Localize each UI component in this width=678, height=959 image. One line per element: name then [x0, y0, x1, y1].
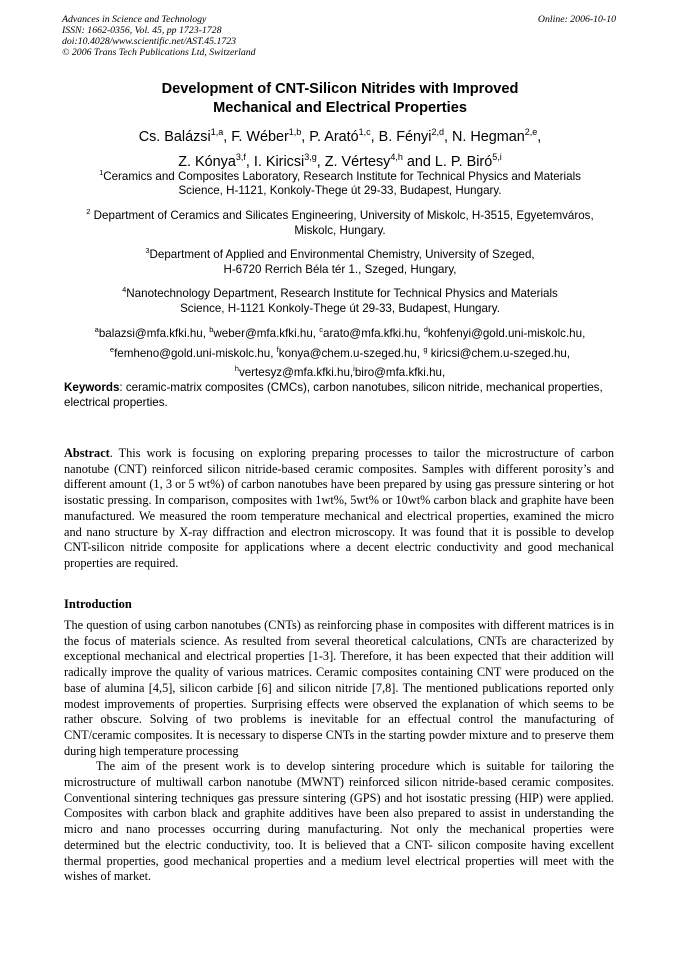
author-sup: 1,a	[210, 127, 224, 137]
email-link[interactable]: kohfenyi@gold.uni-miskolc.hu,	[427, 327, 586, 341]
keywords-label: Keywords	[64, 381, 120, 394]
author-sep: ,	[223, 128, 232, 145]
doi: doi:10.4028/www.scientific.net/AST.45.1723	[62, 36, 237, 47]
author-sep: ,	[301, 128, 310, 145]
author-sep: ,	[443, 128, 452, 145]
email-link[interactable]: vertesyz@mfa.kfki.hu,	[238, 365, 354, 379]
aff-line: Ceramics and Composites Laboratory, Research Institute for Technical Physics and Materials	[103, 169, 581, 183]
copyright: © 2006 Trans Tech Publications Ltd, Switzerland	[62, 47, 256, 58]
author-sep: ,	[370, 128, 379, 145]
aff-sup: 2	[86, 207, 91, 217]
affiliation-1	[60, 166, 620, 199]
email-sup: d	[423, 325, 428, 335]
aff-line: Miskolc, Hungary.	[294, 223, 386, 237]
email-link[interactable]: biro@mfa.kfki.hu,	[354, 365, 446, 379]
email-sup: c	[319, 325, 323, 335]
author: L. P. Biró	[434, 153, 493, 170]
email-sup: e	[109, 344, 115, 354]
paragraph: The aim of the present work is to develop sintering procedure which is suitable for tailoring the microstructure of multiwall carbon nanotube (MWNT) reinforced silicon nitride-based ceramic composites. Conventional sintering techniques gas pressure sintering (GPS) and hot isostatic pressing (HIP) were applied. Composites with carbon black and graphite additives have been also prepared to assist in understanding the micro and nano processes occurring during manufacturing. Not only the mechanical properties were determined but the electric conductivity, too. It is believed that a CNT- silicon composite having excellent thermal properties, good mechanical properties and a medium level electrical properties will meet with the wishes of market.	[64, 759, 614, 884]
aff-sup: 3	[145, 246, 150, 256]
aff-line: Department of Applied and Environmental Chemistry, University of Szeged,	[149, 247, 535, 261]
author: F. Wéber	[231, 128, 289, 145]
section-heading: Introduction	[64, 597, 132, 611]
author-sep: ,	[316, 153, 325, 170]
introduction-body	[64, 618, 614, 885]
email-sup: f	[276, 344, 279, 354]
keywords-text: : ceramic-matrix composites (CMCs), carbon nanotubes, silicon nitride, mechanical properties, electrical properties.	[64, 381, 603, 409]
affiliation-3	[60, 244, 620, 277]
affiliations	[60, 166, 620, 380]
author: Z. Kónya	[178, 153, 236, 170]
author: B. Fényi	[378, 128, 432, 145]
author-sep: ,	[537, 128, 542, 145]
author: Z. Vértesy	[324, 153, 391, 170]
abstract	[64, 446, 614, 572]
aff-line: Nanotechnology Department, Research Institute for Technical Physics and Materials	[126, 287, 558, 300]
email-link[interactable]: balazsi@mfa.kfki.hu,	[98, 327, 206, 341]
keywords	[64, 381, 620, 410]
author-sup: 3,g	[304, 151, 317, 162]
aff-line: Science, H-1121, Konkoly-Thege út 29-33, Budapest, Hungary.	[178, 184, 502, 198]
author-sup: 2,e	[524, 127, 538, 137]
abstract-label: Abstract	[64, 446, 110, 460]
email-link[interactable]: arato@mfa.kfki.hu,	[323, 327, 421, 341]
aff-line: Science, H-1121 Konkoly-Thege út 29-33, Budapest, Hungary.	[180, 301, 500, 315]
paragraph: The question of using carbon nanotubes (CNTs) as reinforcing phase in composites with different matrices is in the focus of materials science. As resulted from several theoretical calculations, CNTs are characterized by exceptional mechanical and electrical properties [1-3]. Therefore, it has been expected that their addition will radically improve the quality of various matrices. Ceramic composites containing CNT were produced on the base of alumina [4,5], silicon carbide [6] and silicon nitride [7,8]. The mentioned publications reported only modest improvements of properties. Surprising effects were observed the explanation of which seems to be rather obscure. Solving of two problems is inevitable for an effectual control the manufacturing of CNT/ceramic composites. It is necessary to disperse CNTs in the starting powder mixture and to preserve them during high temperature processing	[64, 618, 614, 758]
aff-sup: 1	[99, 168, 104, 177]
title-line: Development of CNT-Silicon Nitrides with Improved	[161, 81, 519, 97]
author-sup: 1,c	[358, 127, 371, 137]
online-date: Online: 2006-10-10	[537, 14, 616, 25]
email-list	[60, 322, 620, 380]
email-link[interactable]: kiricsi@chem.u-szeged.hu,	[430, 346, 571, 360]
author-sep: ,	[245, 153, 254, 170]
author: N. Hegman	[451, 128, 525, 145]
author-sup: 2,d	[431, 127, 444, 137]
abstract-text: . This work is focusing on exploring preparing processes to tailor the microstructure of carbon nanotube (CNT) reinforced silicon nitride-based ceramic composites. Samples with different porosity’s and different amount (1, 3 or 5 wt%) of carbon nanotubes have been prepared by using gas pressure sintering or hot isostatic pressing. In comparison, composites with 1wt%, 5wt% or 10wt% carbon black and graphite have been manufactured. We measured the room temperature mechanical and electrical properties, examined the micro and nano structure by X-ray diffraction and electron microscopy. It was found that it is possible to develop CNT-silicon nitride composite for applications where a decent electric conductivity and good mechanical properties are required.	[64, 446, 614, 570]
issn: ISSN: 1662-0356, Vol. 45, pp 1723-1728	[62, 25, 222, 36]
author-list	[60, 122, 620, 172]
affiliation-4	[60, 283, 620, 316]
aff-sup: 4	[122, 285, 127, 295]
aff-line: Department of Ceramics and Silicates Engineering, University of Miskolc, H-3515, Egyetemváros,	[90, 208, 594, 222]
email-link[interactable]: femheno@gold.uni-miskolc.hu,	[114, 346, 274, 360]
email-sup: g	[423, 344, 428, 354]
email-sup: b	[209, 325, 214, 335]
email-link[interactable]: konya@chem.u-szeged.hu,	[278, 346, 421, 360]
author-sup: 4,h	[390, 151, 403, 162]
author: P. Arató	[309, 128, 359, 145]
author-sup: 5,i	[492, 151, 502, 162]
title-line: Mechanical and Electrical Properties	[213, 100, 467, 116]
author: Cs. Balázsi	[138, 128, 211, 145]
author-sup: 3,f	[235, 151, 246, 162]
journal-name: Advances in Science and Technology	[62, 14, 207, 25]
author-sup: 1,b	[288, 127, 302, 137]
author: I. Kiricsi	[253, 153, 305, 170]
paper-title	[60, 80, 620, 118]
author-sep: and	[402, 153, 435, 170]
email-link[interactable]: weber@mfa.kfki.hu,	[213, 327, 317, 341]
email-sup: i	[353, 363, 355, 373]
affiliation-2	[60, 205, 620, 238]
aff-line: H-6720 Rerrich Béla tér 1., Szeged, Hungary,	[223, 262, 457, 276]
email-sup: h	[234, 363, 239, 373]
journal-header	[62, 14, 622, 58]
email-sup: a	[94, 325, 99, 335]
